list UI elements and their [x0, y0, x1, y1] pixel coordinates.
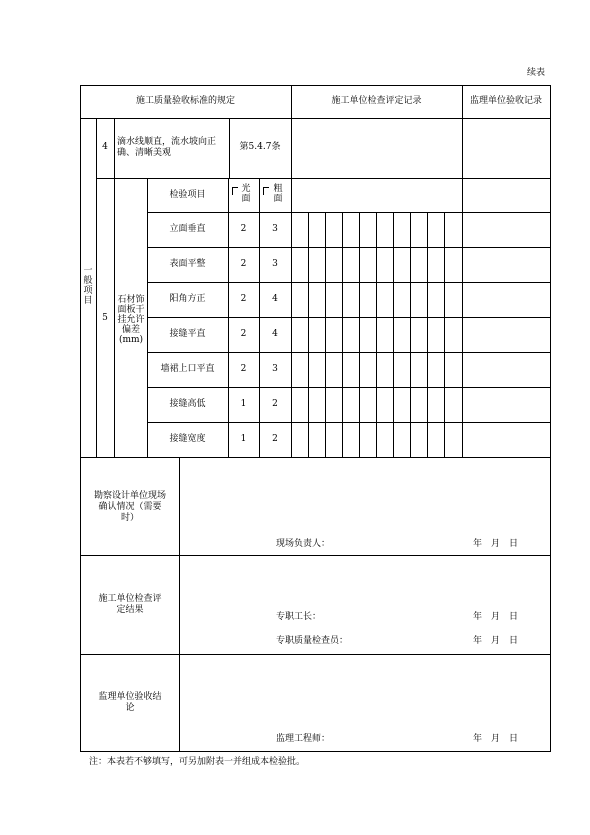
row-name: 接缝平直	[169, 329, 206, 339]
smooth-corner-mark	[232, 187, 238, 195]
supervision-signer: 监理工程师：	[276, 734, 331, 744]
row-smooth-value: 2	[240, 224, 247, 234]
inspection-header: 检验项目	[169, 190, 206, 200]
rough-corner-mark	[263, 187, 269, 195]
row-rough-value: 3	[272, 224, 278, 234]
design-signer: 现场负责人：	[276, 539, 331, 549]
row-smooth-value: 1	[240, 399, 247, 409]
header-standard: 施工质量验收标准的规定	[135, 96, 235, 106]
category-label: 一般项目	[83, 266, 93, 306]
row-name: 接缝宽度	[169, 434, 206, 444]
design-label: 勘察设计单位现场确认情况（需要时）	[93, 491, 166, 523]
design-date: 年 月 日	[473, 539, 519, 549]
col-rough: 粗面	[273, 184, 283, 204]
row-smooth-value: 2	[240, 329, 247, 339]
item4-clause: 第5.4.7条	[239, 142, 281, 152]
row-name: 表面平整	[169, 259, 206, 269]
construction-date-1: 年 月 日	[473, 612, 519, 622]
row-rough-value: 4	[272, 294, 278, 304]
row-rough-value: 2	[272, 399, 278, 409]
row-smooth-value: 1	[240, 434, 247, 444]
header-construction-record: 施工单位检查评定记录	[331, 96, 422, 106]
col-smooth: 光面	[241, 184, 251, 204]
row-name: 墙裙上口平直	[160, 364, 215, 374]
construction-signer-foreman: 专职工长：	[276, 612, 322, 622]
footnote: 注：本表若不够填写，可另加附表一并组成本检验批。	[89, 757, 306, 767]
row-rough-value: 4	[272, 329, 278, 339]
row-name: 阳角方正	[169, 294, 206, 304]
item4-number: 4	[102, 142, 108, 152]
row-rough-value: 2	[272, 434, 278, 444]
item5-number: 5	[102, 313, 108, 323]
continued-label: 续表	[527, 68, 546, 78]
row-smooth-value: 2	[240, 294, 247, 304]
item4-text: 滴水线顺直，流水坡向正确、清晰美观	[117, 137, 217, 158]
item5-label: 石材饰面板干挂允许偏差(mm)	[117, 295, 145, 345]
row-smooth-value: 2	[240, 259, 247, 269]
row-smooth-value: 2	[240, 364, 247, 374]
construction-date-2: 年 月 日	[473, 636, 519, 646]
construction-label: 施工单位检查评定结果	[98, 594, 162, 615]
supervision-date: 年 月 日	[473, 734, 519, 744]
row-name: 立面垂直	[169, 224, 206, 234]
supervision-label: 监理单位验收结论	[98, 692, 162, 713]
row-name: 接缝高低	[169, 399, 206, 409]
header-supervision-record: 监理单位验收记录	[469, 96, 542, 106]
row-rough-value: 3	[272, 364, 278, 374]
construction-signer-inspector: 专职质量检查员：	[276, 636, 349, 646]
row-rough-value: 3	[272, 259, 278, 269]
